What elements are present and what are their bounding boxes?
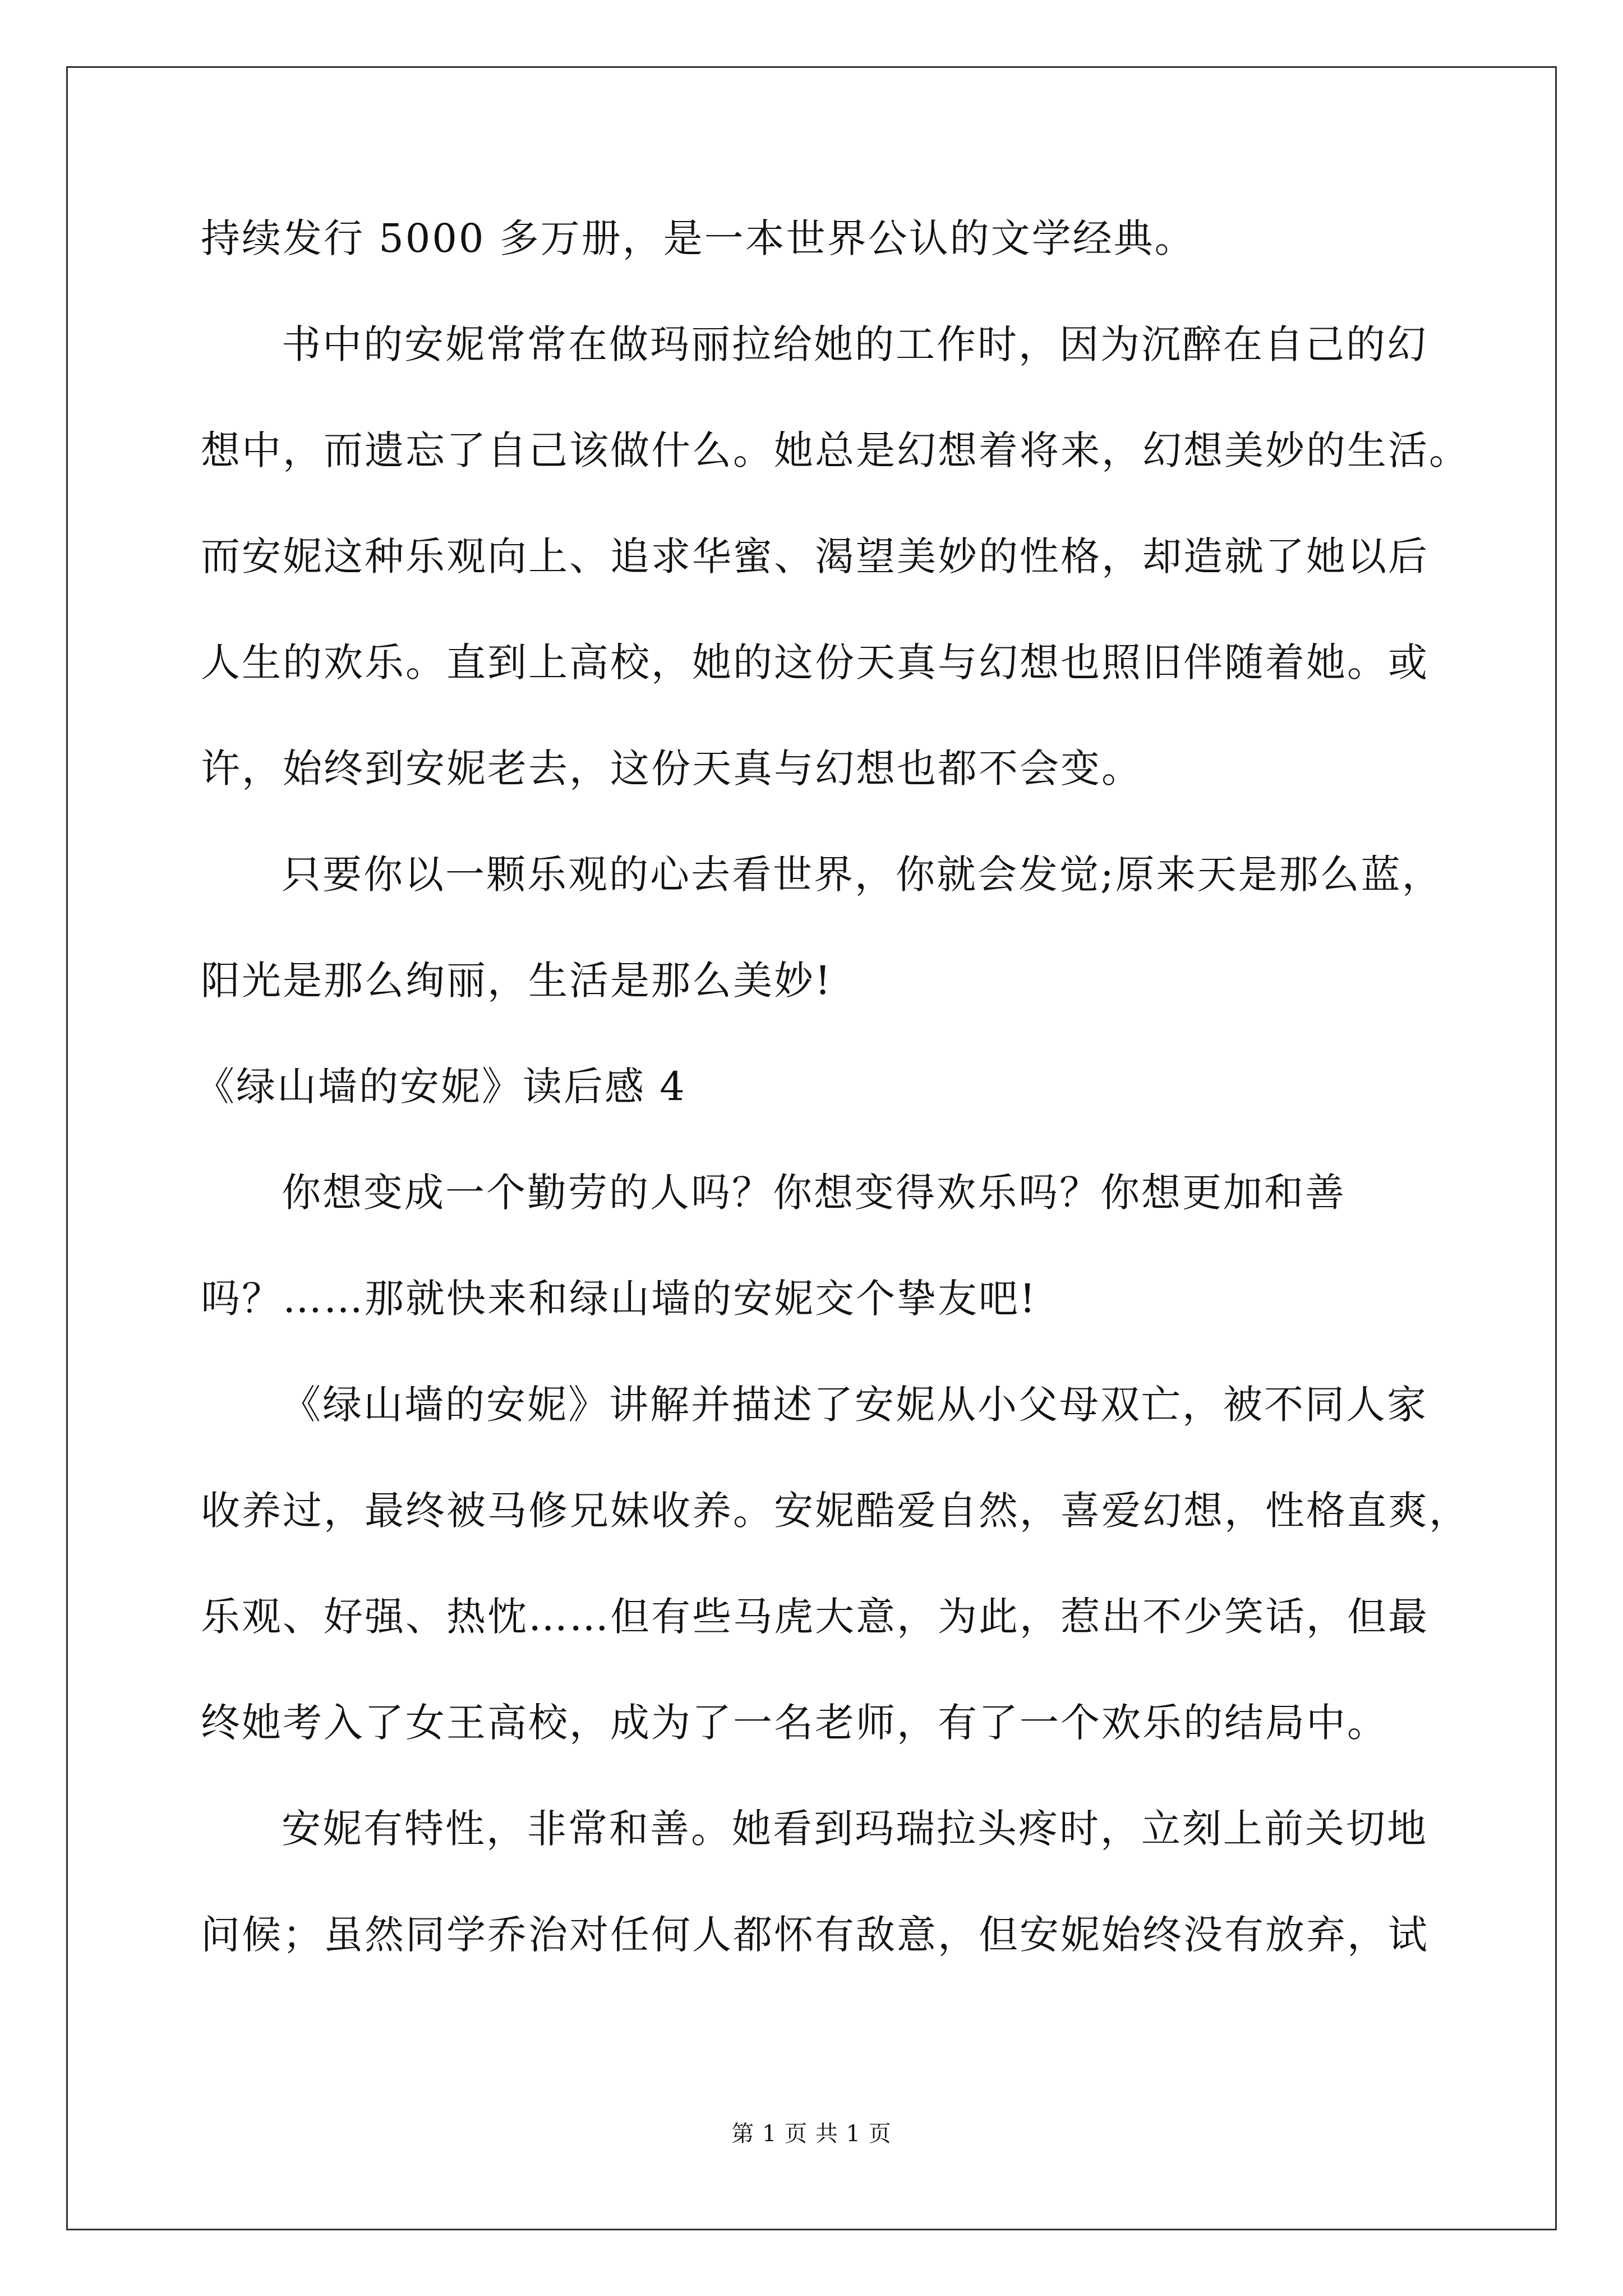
- paragraph-line: 吗？……那就快来和绿山墙的安妮交个挚友吧!: [201, 1276, 1038, 1322]
- document-body: [195, 215, 1470, 2021]
- paragraph-line: 乐观、好强、热忱……但有些马虎大意，为此，惹出不少笑话，但最: [201, 1594, 1429, 1640]
- page-footer: 第 1 页 共 1 页: [731, 2121, 892, 2147]
- paragraph-line: 只要你以一颗乐观的心去看世界，你就会发觉;原来天是那么蓝，: [282, 852, 1443, 898]
- section-title: 《绿山墙的安妮》读后感 4: [195, 1064, 686, 1110]
- paragraph-line: 你想变成一个勤劳的人吗？你想变得欢乐吗？你想更加和善: [282, 1170, 1346, 1216]
- paragraph-line: 而安妮这种乐观向上、追求华蜜、渴望美妙的性格，却造就了她以后: [201, 533, 1429, 579]
- paragraph-line: 持续发行 5000 多万册，是一本世界公认的文学经典。: [201, 215, 1196, 261]
- paragraph-line: 终她考入了女王高校，成为了一名老师，有了一个欢乐的结局中。: [201, 1700, 1388, 1746]
- paragraph-line: 书中的安妮常常在做玛丽拉给她的工作时，因为沉醉在自己的幻: [282, 321, 1428, 367]
- paragraph-line: 阳光是那么绚丽，生活是那么美妙!: [201, 958, 833, 1004]
- paragraph-line: 收养过，最终被马修兄妹收养。安妮酷爱自然，喜爱幻想，性格直爽，: [201, 1488, 1470, 1534]
- paragraph-line: 《绿山墙的安妮》讲解并描述了安妮从小父母双亡，被不同人家: [282, 1382, 1428, 1428]
- paragraph-line: 问候；虽然同学乔治对任何人都怀有敌意，但安妮始终没有放弃，试: [201, 1912, 1429, 1958]
- paragraph-line: 人生的欢乐。直到上高校，她的这份天真与幻想也照旧伴随着她。或: [201, 639, 1429, 685]
- paragraph-line: 许，始终到安妮老去，这份天真与幻想也都不会变。: [201, 746, 1142, 792]
- paragraph-line: 想中，而遗忘了自己该做什么。她总是幻想着将来，幻想美妙的生活。: [201, 427, 1470, 473]
- paragraph-line: 安妮有特性，非常和善。她看到玛瑞拉头疼时，立刻上前关切地: [282, 1806, 1428, 1852]
